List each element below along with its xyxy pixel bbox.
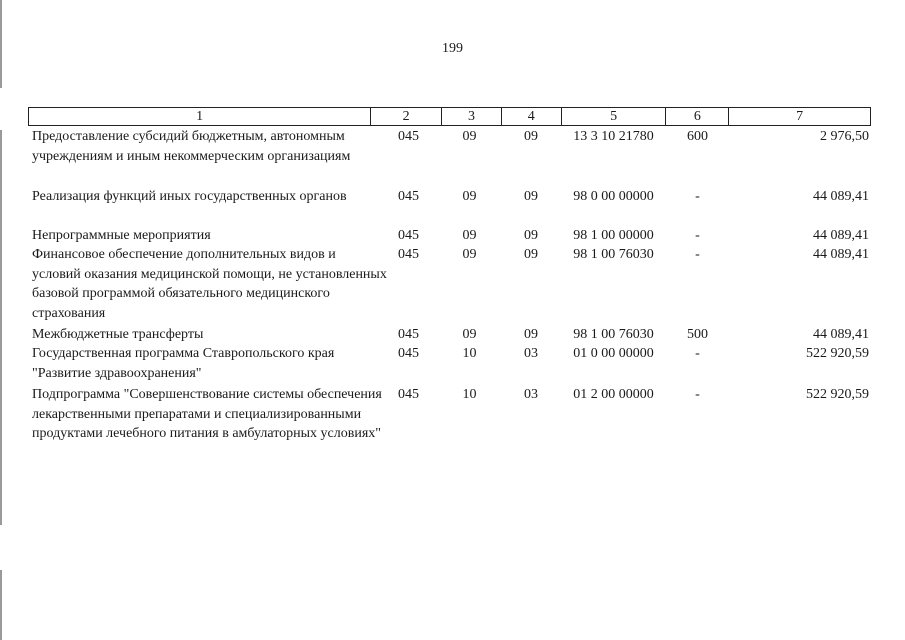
row-col3: 10	[462, 387, 477, 402]
row-col6: -	[695, 247, 700, 262]
header-col-1: 1	[196, 109, 204, 124]
row-col6: -	[695, 387, 700, 402]
row-col7: 2 976,50	[820, 129, 869, 144]
row-col4: 03	[524, 346, 538, 361]
header-col-6: 6	[665, 108, 728, 125]
row-col2: 045	[398, 129, 419, 144]
row-name: Государственная программа Ставропольского края "Развитие здравоохранения"	[32, 346, 335, 381]
row-name: Финансовое обеспечение дополнительных видов и условий оказания медицинской помощи, не установленных базовой программой обязательного медицинского страхования	[32, 247, 387, 321]
row-col4: 03	[524, 387, 538, 402]
row-col2: 045	[398, 387, 419, 402]
row-col3: 09	[462, 189, 477, 204]
header-col-4: 4	[501, 108, 561, 125]
row-col6: -	[695, 189, 700, 204]
row-col5: 98 1 00 76030	[573, 327, 654, 342]
row-name: Межбюджетные трансферты	[32, 327, 204, 342]
table-header	[28, 107, 871, 126]
row-col6: 500	[687, 327, 708, 342]
row-name: Подпрограмма "Совершенствование системы обеспечения лекарственными препаратами и специализированными продуктами лечебного питания в амбулаторных условиях"	[32, 387, 382, 441]
row-name: Предоставление субсидий бюджетным, автономным учреждениям и иным некоммерческим организациям	[32, 129, 351, 164]
row-name: Непрограммные мероприятия	[32, 228, 211, 243]
row-col3: 09	[462, 129, 477, 144]
row-col2: 045	[398, 228, 419, 243]
row-col5: 01 0 00 00000	[573, 346, 654, 361]
row-col7: 44 089,41	[813, 327, 869, 342]
row-col4: 09	[524, 327, 538, 342]
row-col2: 045	[398, 247, 419, 262]
row-col7: 522 920,59	[806, 346, 869, 361]
row-col4: 09	[524, 247, 538, 262]
row-col5: 01 2 00 00000	[573, 387, 654, 402]
row-col3: 10	[462, 346, 477, 361]
scan-edge-mark	[0, 570, 2, 640]
row-col4: 09	[524, 129, 538, 144]
row-col6: 600	[687, 129, 708, 144]
row-col4: 09	[524, 189, 538, 204]
row-col6: -	[695, 228, 700, 243]
page-number: 199	[442, 41, 463, 56]
row-col2: 045	[398, 346, 419, 361]
row-col3: 09	[462, 247, 477, 262]
row-col7: 522 920,59	[806, 387, 869, 402]
row-col7: 44 089,41	[813, 189, 869, 204]
row-col5: 98 1 00 00000	[573, 228, 654, 243]
row-col5: 98 0 00 00000	[573, 189, 654, 204]
row-col5: 98 1 00 76030	[573, 247, 654, 262]
header-col-2: 2	[370, 108, 441, 125]
row-name: Реализация функций иных государственных органов	[32, 189, 347, 204]
row-col4: 09	[524, 228, 538, 243]
header-col-5: 5	[561, 108, 666, 125]
scan-edge-mark	[0, 130, 2, 525]
row-col3: 09	[462, 228, 477, 243]
header-col-3: 3	[441, 108, 501, 125]
row-col3: 09	[462, 327, 477, 342]
row-col5: 13 3 10 21780	[573, 129, 654, 144]
row-col2: 045	[398, 327, 419, 342]
row-col6: -	[695, 346, 700, 361]
header-col-7: 7	[728, 108, 870, 125]
row-col7: 44 089,41	[813, 228, 869, 243]
row-col2: 045	[398, 189, 419, 204]
row-col7: 44 089,41	[813, 247, 869, 262]
